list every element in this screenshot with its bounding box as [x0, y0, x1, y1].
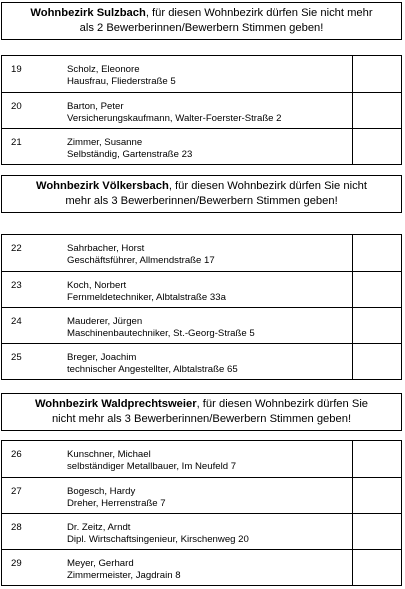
candidate-details: Selbständig, Gartenstraße 23 — [67, 149, 193, 160]
candidate-number: 21 — [11, 137, 22, 148]
district-name: Wohnbezirk Sulzbach — [30, 7, 146, 19]
candidate-name: Kunschner, Michael — [67, 449, 151, 460]
candidate-row — [2, 513, 401, 549]
candidate-name: Koch, Norbert — [67, 280, 127, 291]
district-rule-line1: , für diesen Wohnbezirk dürfen Sie nicht — [168, 180, 367, 192]
candidate-name: Mauderer, Jürgen — [67, 316, 143, 327]
candidate-name: Scholz, Eleonore — [67, 64, 140, 75]
candidate-details: Fernmeldetechniker, Albtalstraße 33a — [67, 292, 226, 303]
candidate-number: 26 — [11, 449, 22, 460]
vote-box[interactable] — [352, 478, 402, 513]
district-rule-line1: , für diesen Wohnbezirk dürfen Sie nicht mehr — [145, 7, 373, 19]
candidate-row — [2, 307, 401, 343]
district-header-voelkersbach — [1, 175, 402, 213]
candidate-details: selbständiger Metallbauer, Im Neufeld 7 — [67, 461, 237, 472]
candidate-table-voelkersbach — [1, 234, 402, 380]
candidate-row — [2, 343, 401, 379]
candidate-number: 28 — [11, 522, 22, 533]
district-header-waldprechtsweier — [1, 393, 402, 431]
vote-box[interactable] — [352, 514, 402, 549]
candidate-number: 23 — [11, 280, 22, 291]
candidate-number: 20 — [11, 101, 22, 112]
district-rule-line2: nicht mehr als 3 Bewerberinnen/Bewerbern Stimmen geben! — [51, 413, 352, 425]
candidate-details: Dipl. Wirtschaftsingenieur, Kirschenweg 20 — [67, 534, 249, 545]
district-name: Wohnbezirk Völkersbach — [35, 180, 169, 192]
candidate-row — [2, 235, 401, 271]
candidate-number: 27 — [11, 486, 22, 497]
candidate-name: Meyer, Gerhard — [67, 558, 134, 569]
vote-box[interactable] — [352, 272, 402, 307]
candidate-name: Barton, Peter — [67, 101, 124, 112]
district-rule-line2: mehr als 3 Bewerberinnen/Bewerbern Stimmen geben! — [65, 195, 338, 207]
district-name: Wohnbezirk Waldprechtsweier — [34, 398, 197, 410]
candidate-details: Versicherungskaufmann, Walter-Foerster-Straße 2 — [67, 113, 282, 124]
candidate-table-sulzbach — [1, 55, 402, 165]
candidate-table-waldprechtsweier — [1, 440, 402, 586]
candidate-row — [2, 477, 401, 513]
candidate-number: 25 — [11, 352, 22, 363]
candidate-details: technischer Angestellter, Albtalstraße 65 — [67, 364, 238, 375]
candidate-row — [2, 549, 401, 585]
candidate-row — [2, 92, 401, 128]
candidate-number: 22 — [11, 243, 22, 254]
candidate-row — [2, 56, 401, 92]
candidate-name: Bogesch, Hardy — [67, 486, 136, 497]
candidate-details: Geschäftsführer, Allmendstraße 17 — [67, 255, 215, 266]
candidate-name: Breger, Joachim — [67, 352, 137, 363]
district-rule-line2: als 2 Bewerberinnen/Bewerbern Stimmen geben! — [79, 22, 324, 34]
candidate-number: 29 — [11, 558, 22, 569]
district-rule-line1: , für diesen Wohnbezirk dürfen Sie — [196, 398, 369, 410]
candidate-details: Hausfrau, Fliederstraße 5 — [67, 76, 176, 87]
candidate-details: Maschinenbautechniker, St.-Georg-Straße 5 — [67, 328, 255, 339]
candidate-row — [2, 441, 401, 477]
vote-box[interactable] — [352, 441, 402, 477]
candidate-row — [2, 271, 401, 307]
district-header-sulzbach — [1, 2, 402, 40]
candidate-name: Dr. Zeitz, Arndt — [67, 522, 131, 533]
vote-box[interactable] — [352, 344, 402, 379]
vote-box[interactable] — [352, 235, 402, 271]
vote-box[interactable] — [352, 93, 402, 128]
vote-box[interactable] — [352, 550, 402, 585]
vote-box[interactable] — [352, 56, 402, 92]
vote-box[interactable] — [352, 308, 402, 343]
candidate-number: 24 — [11, 316, 22, 327]
candidate-name: Sahrbacher, Horst — [67, 243, 145, 254]
vote-box[interactable] — [352, 129, 402, 164]
candidate-details: Dreher, Herrenstraße 7 — [67, 498, 166, 509]
candidate-number: 19 — [11, 64, 22, 75]
candidate-row — [2, 128, 401, 164]
candidate-name: Zimmer, Susanne — [67, 137, 143, 148]
candidate-details: Zimmermeister, Jagdrain 8 — [67, 570, 181, 581]
